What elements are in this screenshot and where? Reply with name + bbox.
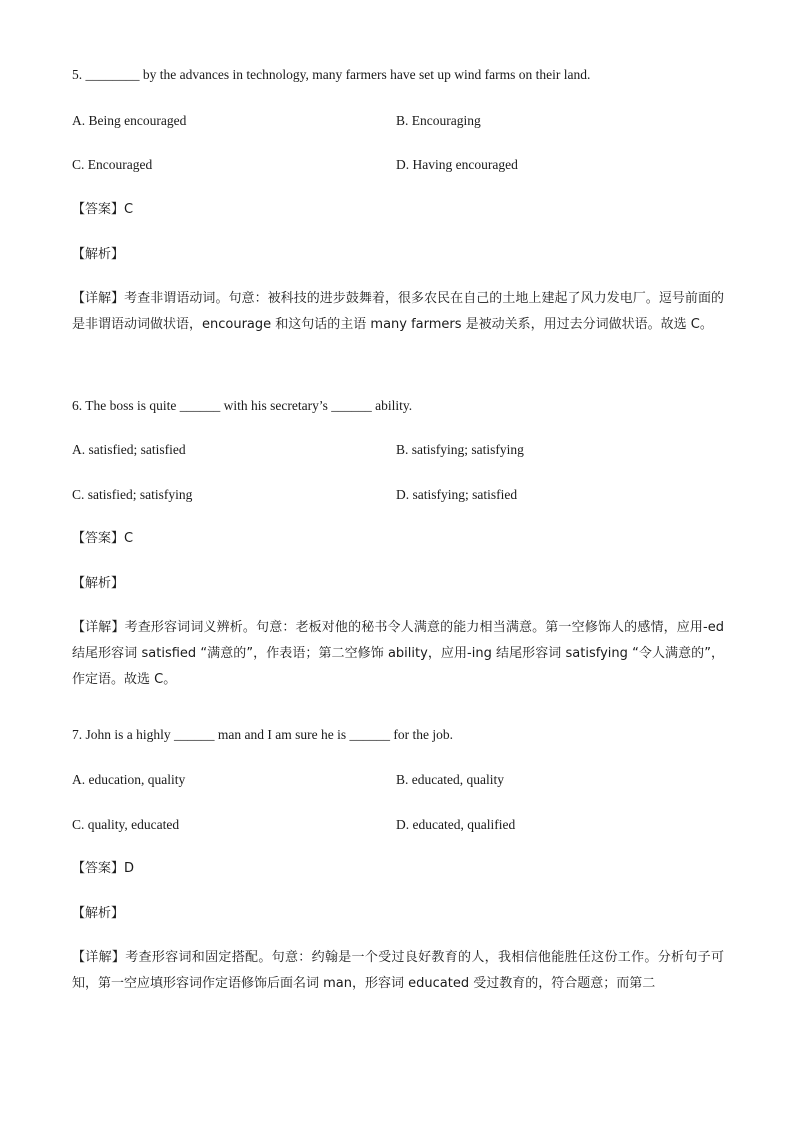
- option-d: D. satisfying; satisfied: [396, 487, 518, 502]
- option-c: C. quality, educated: [72, 817, 180, 832]
- option-c: C. Encouraged: [72, 157, 153, 172]
- detail-explanation: 【详解】考查非谓语动词。句意：被科技的进步鼓舞着，很多农民在自己的土地上建起了风力发电厂。逗号前面的是非谓语动词做状语，encourage 和这句话的主语 many farmers 是被动关系，用过去分词做状语。故选 C。: [72, 291, 724, 332]
- option-a: A. Being encouraged: [72, 113, 187, 128]
- detail-explanation: 【详解】考查形容词词义辨析。句意：老板对他的秘书令人满意的能力相当满意。第一空修饰人的感情，应用-ed 结尾形容词 satisfied “满意的”，作表语；第二空修饰 ability，应用-ing 结尾形容词 satisfying “令人满意的”，作定语。故选 C。: [72, 620, 724, 687]
- option-b: B. satisfying; satisfying: [396, 442, 524, 457]
- option-b: B. educated, quality: [396, 772, 504, 787]
- option-a: A. satisfied; satisfied: [72, 442, 186, 457]
- option-a: A. education, quality: [72, 772, 186, 787]
- option-d: D. Having encouraged: [396, 157, 518, 172]
- question-stem: 5. ________ by the advances in technology, many farmers have set up wind farms on their land.: [72, 67, 591, 82]
- analysis-heading: 【解析】: [72, 906, 125, 921]
- option-c: C. satisfied; satisfying: [72, 487, 193, 502]
- option-b: B. Encouraging: [396, 113, 481, 128]
- option-d: D. educated, qualified: [396, 817, 516, 832]
- answer-label: 【答案】C: [72, 531, 134, 546]
- analysis-heading: 【解析】: [72, 247, 125, 262]
- analysis-heading: 【解析】: [72, 576, 125, 591]
- detail-explanation: 【详解】考查形容词和固定搭配。句意：约翰是一个受过良好教育的人，我相信他能胜任这份工作。分析句子可知，第一空应填形容词作定语修饰后面名词 man，形容词 educated 受过教育的，符合题意；而第二: [72, 950, 724, 991]
- answer-label: 【答案】D: [72, 861, 135, 876]
- question-stem: 7. John is a highly ______ man and I am sure he is ______ for the job.: [72, 727, 453, 742]
- answer-label: 【答案】C: [72, 202, 134, 217]
- question-stem: 6. The boss is quite ______ with his secretary’s ______ ability.: [72, 398, 413, 413]
